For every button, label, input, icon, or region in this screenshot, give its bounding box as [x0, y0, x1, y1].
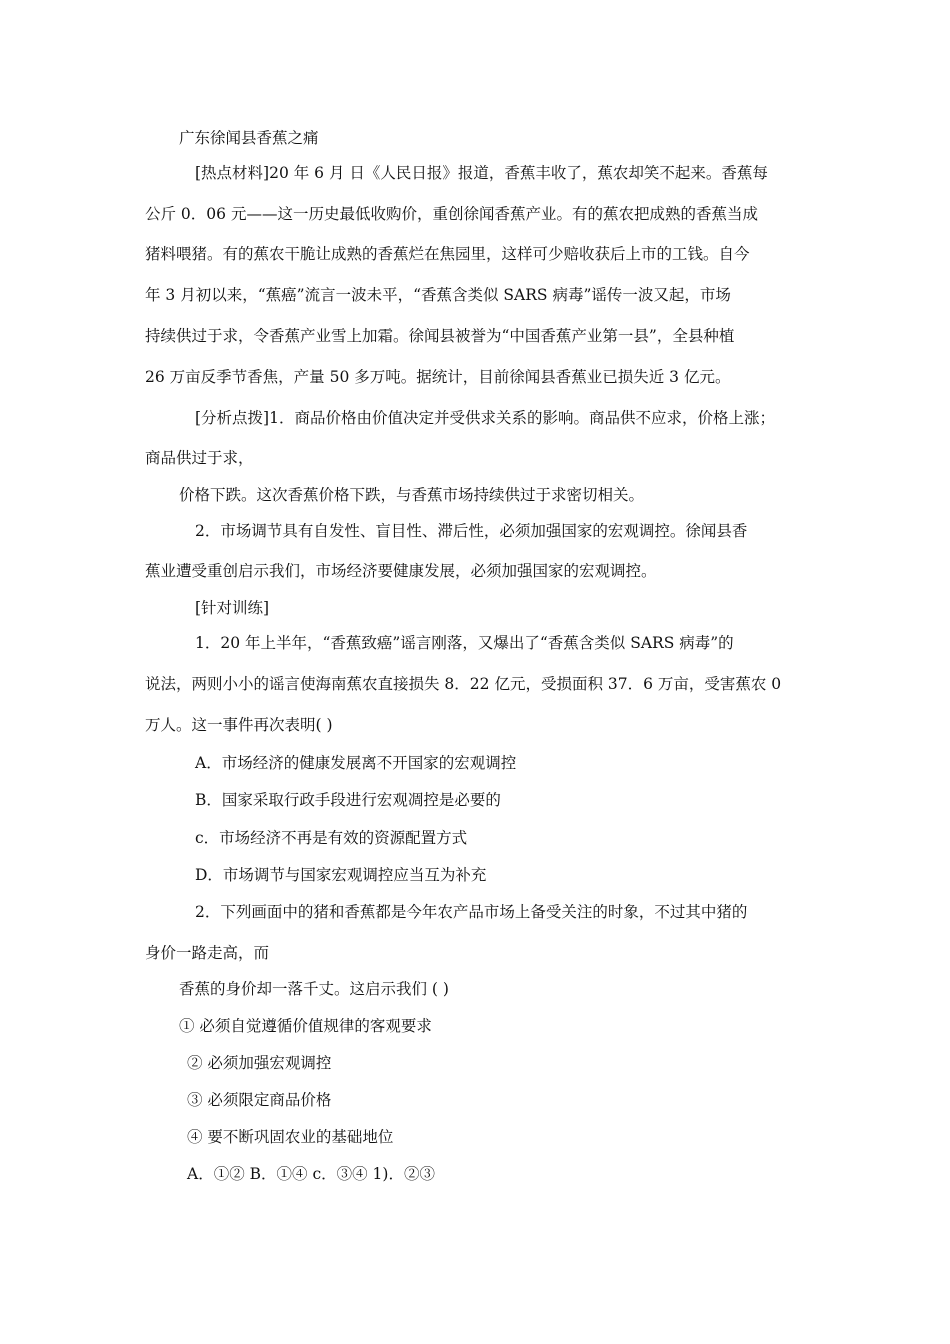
document-title: 广东徐闻县香蕉之痛: [179, 129, 319, 147]
paragraph-line: 26 万亩反季节香焦，产量 50 多万吨。据统计，目前徐闻县香蕉业已损失近 3 亿元。: [145, 368, 731, 386]
answer-choices: A．①② B．①④ c．③④ 1)．②③: [187, 1165, 435, 1183]
paragraph-line: 2．市场调节具有自发性、盲目性、滞后性，必须加强国家的宏观调控。徐闻县香: [195, 522, 748, 540]
statement-option: ③ 必须限定商品价格: [187, 1091, 332, 1109]
statement-option: ④ 要不断巩固农业的基础地位: [187, 1128, 394, 1146]
question-line: 2．下列画面中的猪和香蕉都是今年农产品市场上备受关注的时象，不过其中猪的: [195, 903, 748, 921]
question-line: 1．20 年上半年，“香蕉致癌”谣言刚落，又爆出了“香蕉含类似 SARS 病毒”的: [195, 634, 734, 652]
statement-option: ② 必须加强宏观调控: [187, 1054, 332, 1072]
paragraph-line: [分析点拨]1．商品价格由价值决定并受供求关系的影响。商品供不应求，价格上涨；: [195, 409, 775, 427]
answer-option: D．市场调节与国家宏观调控应当互为补充: [195, 866, 487, 884]
answer-option: A．市场经济的健康发展离不开国家的宏观调控: [195, 754, 517, 772]
question-line: 万人。这一事件再次表明( ): [145, 716, 333, 734]
paragraph-line: 猪料喂猪。有的蕉农干脆让成熟的香蕉烂在焦园里，这样可少赔收获后上市的工钱。自今: [145, 245, 750, 263]
question-line: 身价一路走高，而: [145, 944, 270, 962]
section-heading: [针对训练]: [195, 599, 270, 617]
statement-option: ① 必须自觉遵循价值规律的客观要求: [179, 1017, 432, 1035]
paragraph-line: 公斤 0．06 元——这一历史最低收购价，重创徐闻香蕉产业。有的蕉农把成熟的香蕉当成: [145, 205, 758, 223]
answer-option: B．国家采取行政手段进行宏观凋控是必要的: [195, 791, 501, 809]
paragraph-line: 价格下跌。这次香蕉价格下跌，与香蕉市场持续供过于求密切相关。: [179, 486, 645, 504]
paragraph-line: [热点材料]20 年 6 月 日《人民日报》报道，香蕉丰收了，蕉农却笑不起来。香蕉每: [195, 164, 768, 182]
question-line: 说法，两则小小的谣言使海南蕉农直接损失 8．22 亿元，受损面积 37．6 万亩，受害蕉农 0: [145, 675, 782, 693]
paragraph-line: 商品供过于求，: [145, 449, 254, 467]
paragraph-line: 蕉业遭受重创启示我们，市场经济要健康发展，必须加强国家的宏观调控。: [145, 562, 657, 580]
paragraph-line: 持续供过于求，令香蕉产业雪上加霜。徐闻县被誉为“中国香蕉产业第一县”，全县种植: [145, 327, 735, 345]
paragraph-line: 年 3 月初以来，“蕉癌”流言一波未平，“香蕉含类似 SARS 病毒”谣传一波又起，市场: [145, 286, 731, 304]
question-line: 香蕉的身价却一落千丈。这启示我们 ( ): [179, 980, 449, 998]
answer-option: c．市场经济不再是有效的资源配置方式: [195, 829, 468, 847]
